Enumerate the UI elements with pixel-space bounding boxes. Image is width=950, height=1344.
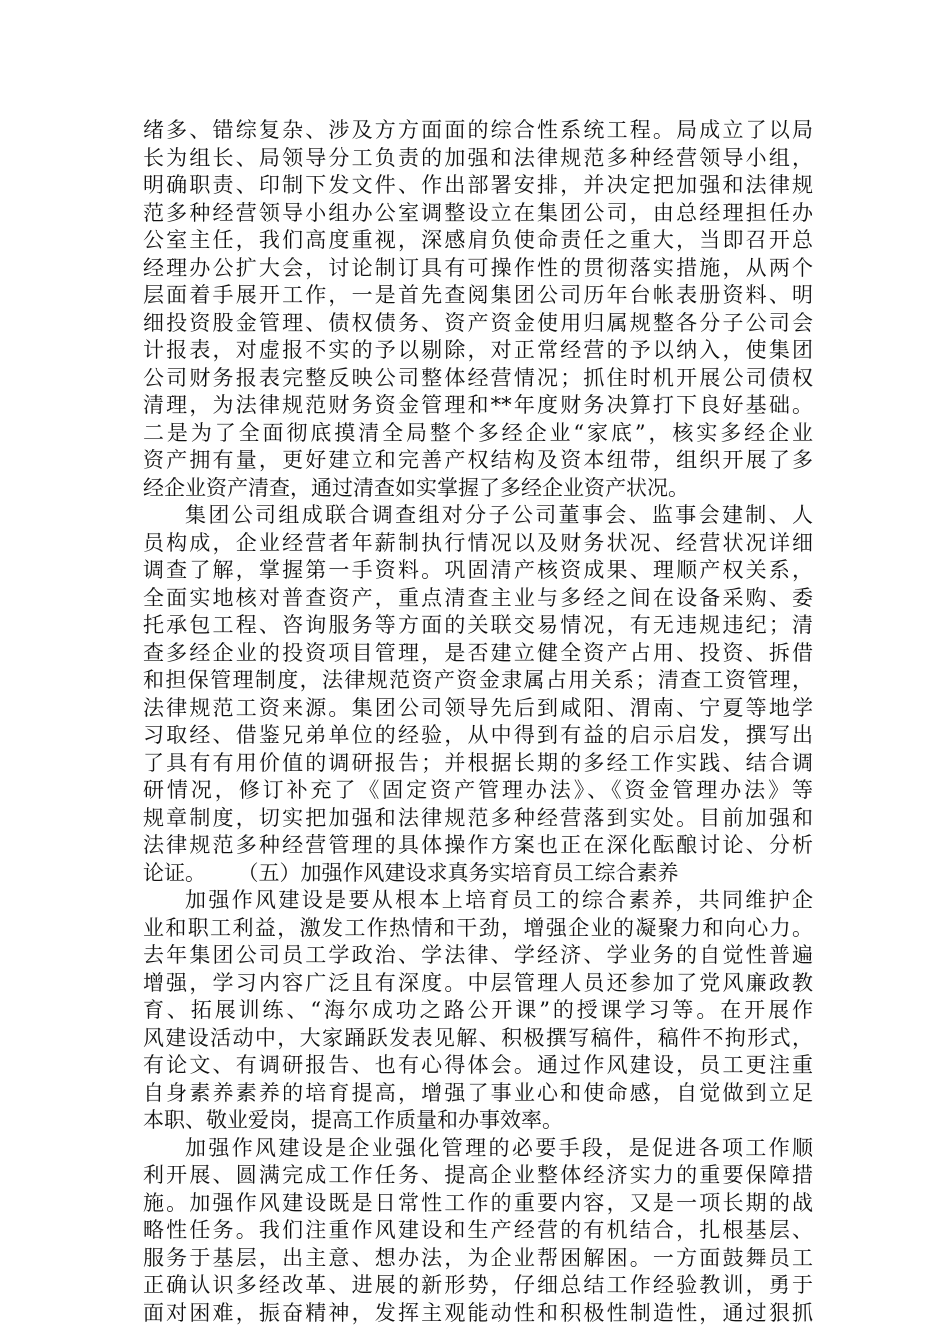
text-line: 绪多、错综复杂、涉及方方面面的综合性系统工程。局成立了以局 [143, 118, 813, 142]
text-line: 经企业资产清查，通过清查如实掌握了多经企业资产状况。 [143, 475, 689, 500]
text-line: 育、拓展训练、“海尔成功之路公开课”的授课学习等。在开展作 [143, 998, 813, 1022]
text-line: 规章制度，切实把加强和法律规范多种经营落到实处。目前加强和 [143, 805, 813, 830]
text-line: 法律规范多种经营管理的具体操作方案也正在深化酝酿讨论、分析 [143, 833, 813, 857]
text-line: 风建设活动中，大家踊跃发表见解、积极撰写稿件，稿件不拘形式， [143, 1025, 813, 1050]
text-line: 和担保管理制度，法律规范资产资金隶属占用关系；清查工资管理， [143, 668, 813, 692]
text-line: 查多经企业的投资项目管理，是否建立健全资产占用、投资、拆借 [143, 640, 813, 665]
text-line: 略性任务。我们注重作风建设和生产经营的有机结合，扎根基层、 [143, 1218, 813, 1242]
text-line: 去年集团公司员工学政治、学法律、学经济、学业务的自觉性普遍 [143, 943, 813, 967]
text-line: 托承包工程、咨询服务等方面的关联交易情况，有无违规违纪；清 [143, 613, 813, 637]
text-line: 计报表，对虚报不实的予以剔除，对正常经营的予以纳入，使集团 [143, 338, 813, 362]
text-line: 服务于基层，出主意、想办法，为企业帮困解困。一方面鼓舞员工 [143, 1245, 813, 1270]
text-line: 研情况，修订补充了《固定资产管理办法》、《资金管理办法》等 [143, 778, 813, 802]
text-line: 资产拥有量，更好建立和完善产权结构及资本纽带，组织开展了多 [143, 448, 813, 472]
text-line: 施。加强作风建设既是日常性工作的重要内容，又是一项长期的战 [143, 1190, 813, 1215]
text-line: 层面着手展开工作，一是首先查阅集团公司历年台帐表册资料、明 [143, 283, 813, 307]
text-line: 法律规范工资来源。集团公司领导先后到咸阳、渭南、宁夏等地学 [143, 695, 813, 720]
text-line: 二是为了全面彻底摸清全局整个多经企业“家底”，核实多经企业 [143, 420, 813, 445]
text-line: 员构成，企业经营者年薪制执行情况以及财务状况、经营状况详细 [143, 530, 813, 555]
text-line: 公司财务报表完整反映公司整体经营情况；抓住时机开展公司债权 [143, 365, 813, 390]
text-line: 调查了解，掌握第一手资料。巩固清产核资成果、理顺产权关系， [143, 558, 813, 582]
text-line: 加强作风建设是企业强化管理的必要手段，是促进各项工作顺 [185, 1135, 813, 1160]
text-line: 清理，为法律规范财务资金管理和**年度财务决算打下良好基础。 [143, 393, 813, 417]
text-line: 有论文、有调研报告、也有心得体会。通过作风建设，员工更注重 [143, 1053, 813, 1077]
paragraph-end-text: 论证。 [143, 860, 206, 885]
section-heading: （五）加强作风建设求真务实培育员工综合素养 [248, 860, 679, 885]
text-line: 公室主任，我们高度重视，深感肩负使命责任之重大，当即召开总 [143, 228, 813, 252]
text-line: 经理办公扩大会，讨论制订具有可操作性的贯彻落实措施，从两个 [143, 255, 813, 280]
text-line: 本职、敬业爱岗，提高工作质量和办事效率。 [143, 1108, 563, 1132]
text-line: 正确认识多经改革、进展的新形势，仔细总结工作经验教训，勇于 [143, 1273, 813, 1297]
text-line: 全面实地核对普查资产，重点清查主业与多经之间在设备采购、委 [143, 585, 813, 610]
body-text [143, 117, 813, 1327]
text-line: 利开展、圆满完成工作任务、提高企业整体经济实力的重要保障措 [143, 1163, 813, 1187]
text-line: 加强作风建设是要从根本上培育员工的综合素养，共同维护企 [185, 888, 813, 912]
text-line: 自身素养素养的培育提高，增强了事业心和使命感，自觉做到立足 [143, 1080, 813, 1105]
text-line: 业和职工利益，激发工作热情和干劲，增强企业的凝聚力和向心力。 [143, 915, 813, 940]
text-line: 集团公司组成联合调查组对分子公司董事会、监事会建制、人 [185, 503, 813, 527]
text-line: 面对困难，振奋精神，发挥主观能动性和积极性制造性，通过狠抓 [143, 1300, 813, 1325]
text-line: 增强，学习内容广泛且有深度。中层管理人员还参加了党风廉政教 [143, 970, 813, 995]
text-line: 范多种经营领导小组办公室调整设立在集团公司，由总经理担任办 [143, 200, 813, 225]
text-line: 明确职责、印制下发文件、作出部署安排，并决定把加强和法律规 [143, 173, 813, 197]
text-line: 了具有有用价值的调研报告；并根据长期的多经工作实践、结合调 [143, 750, 813, 775]
text-line: 细投资股金管理、债权债务、资产资金使用归属规整各分子公司会 [143, 310, 813, 335]
mixed-line [143, 860, 813, 888]
text-line: 长为组长、局领导分工负责的加强和法律规范多种经营领导小组， [143, 145, 813, 170]
text-line: 习取经、借鉴兄弟单位的经验，从中得到有益的启示启发，撰写出 [143, 723, 813, 747]
